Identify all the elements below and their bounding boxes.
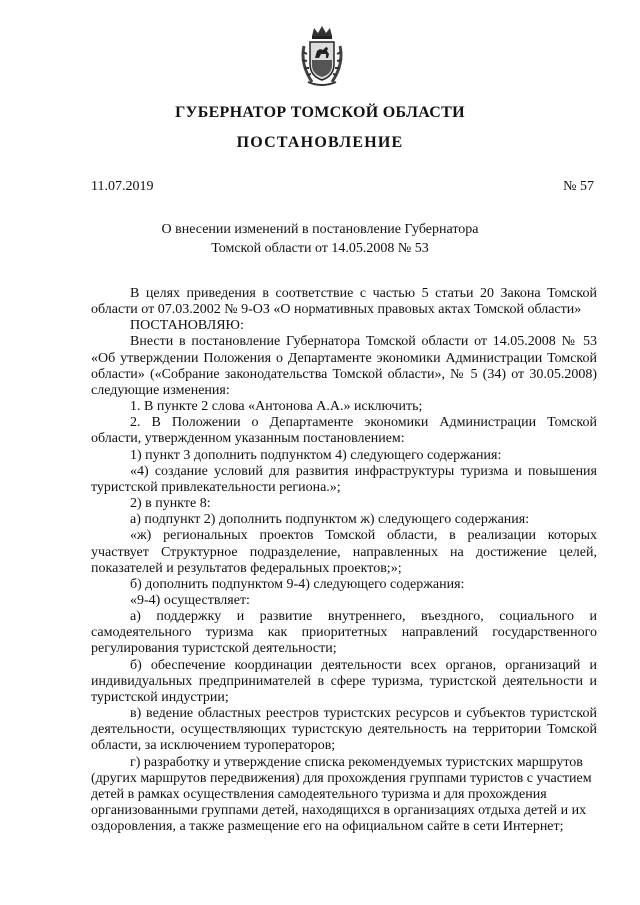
- organization-title: ГУБЕРНАТОР ТОМСКОЙ ОБЛАСТИ: [175, 104, 465, 121]
- body-paragraph: в) ведение областных реестров туристских ресурсов и субъектов туристской деятельности, осуществляющих туристскую деятельность на территории Томской области, за исключением туроператоров;: [91, 706, 597, 754]
- body-paragraph: 1) пункт 3 дополнить подпунктом 4) следующего содержания:: [130, 447, 502, 463]
- document-number: № 57: [563, 179, 594, 194]
- body-paragraph: г) разработку и утверждение списка рекомендуемых туристских маршрутов (других маршрутов передвижения) для прохождения группами туристов с участием детей в рамках осуществления самодеятельного туризма и для прохождения организованными группами детей, находящихся в организациях отдыха детей и их оздоровления, а также размещение его на официальном сайте в сети Интернет;: [91, 754, 592, 835]
- body-paragraph: 2. В Положении о Департаменте экономики Администрации Томской области, утвержденном указанным постановлением:: [91, 415, 597, 447]
- subject-line: Томской области от 14.05.2008 № 53: [211, 241, 429, 256]
- body-paragraph: «9-4) осуществляет:: [130, 592, 250, 608]
- coat-of-arms-icon: [298, 24, 346, 88]
- body-paragraph: 2) в пункте 8:: [130, 496, 211, 512]
- body-paragraph: В целях приведения в соответствие с частью 5 статьи 20 Закона Томской области от 07.03.2002 № 9-ОЗ «О нормативных правовых актах Томской области»: [91, 286, 597, 318]
- document-subject: [0, 220, 640, 258]
- document-body: [91, 286, 597, 835]
- body-paragraph: б) обеспечение координации деятельности всех органов, организаций и индивидуальных предпринимателей в сфере туризма, туристской деятельности и туристской индустрии;: [91, 657, 597, 705]
- body-paragraph: «4) создание условий для развития инфраструктуры туризма и повышения туристской привлекательности региона.»;: [91, 463, 597, 495]
- subject-line: О внесении изменений в постановление Губернатора: [161, 222, 479, 237]
- document-date: 11.07.2019: [91, 179, 154, 194]
- document-type-title: ПОСТАНОВЛЕНИЕ: [236, 134, 404, 151]
- body-paragraph: ПОСТАНОВЛЯЮ:: [130, 318, 244, 334]
- body-paragraph: 1. В пункте 2 слова «Антонова А.А.» исключить;: [130, 399, 423, 415]
- body-paragraph: «ж) региональных проектов Томской области, в реализации которых участвует Структурное подразделение, направленных на достижение целей, показателей и результатов федеральных проектов;»;: [91, 528, 597, 576]
- body-paragraph: б) дополнить подпунктом 9-4) следующего содержания:: [130, 576, 465, 592]
- body-paragraph: а) подпункт 2) дополнить подпунктом ж) следующего содержания:: [130, 512, 530, 528]
- body-paragraph: а) поддержку и развитие внутреннего, въездного, социального и самодеятельного туризма как приоритетных направлений государственного регулирования туристской деятельности;: [91, 609, 597, 657]
- body-paragraph: Внести в постановление Губернатора Томской области от 14.05.2008 № 53 «Об утверждении Положения о Департаменте экономики Администрации Томской области» («Собрание законодательства Томской области», № 5 (34) от 30.05.2008) следующие изменения:: [91, 334, 597, 398]
